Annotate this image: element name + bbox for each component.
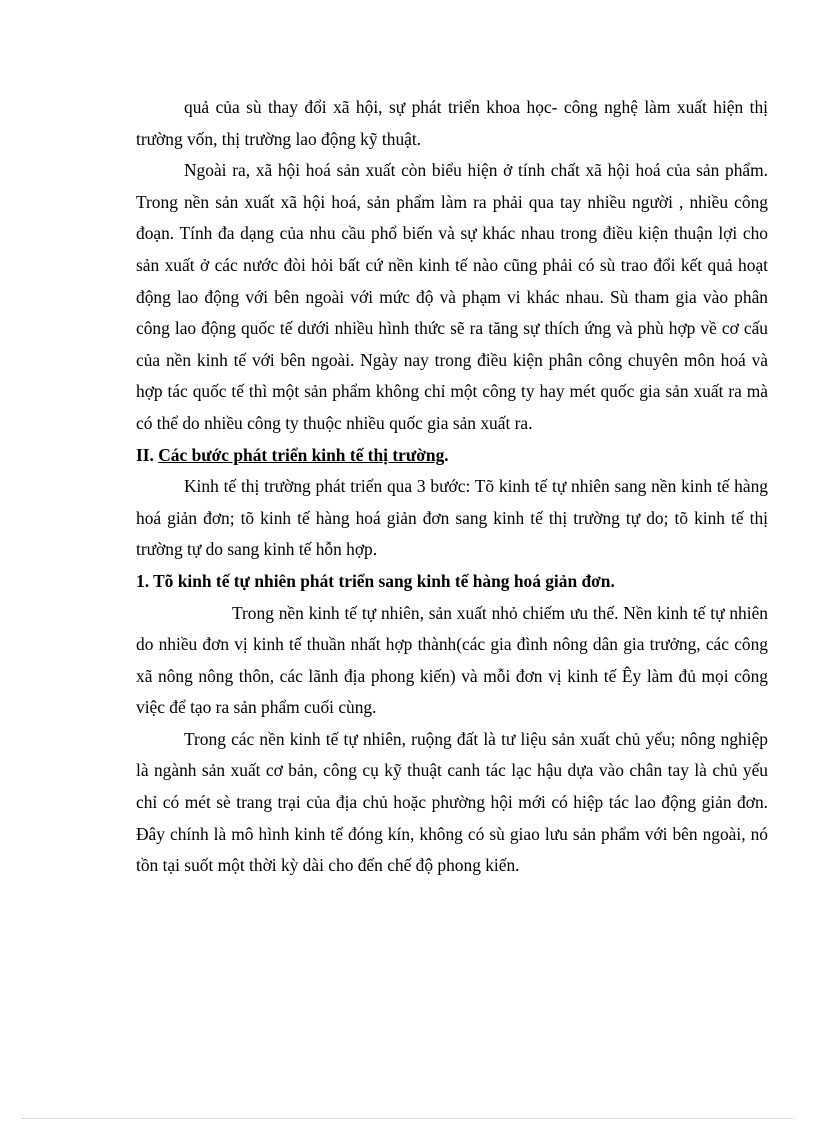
paragraph-socialization: Ngoài ra, xã hội hoá sản xuất còn biểu hiện ở tính chất xã hội hoá của sản phẩm. Trong nền sản xuất xã hội hoá, sản phẩm làm ra phải qua tay nhiều người , nhiều công đoạn. Tính đa dạng của nhu cầu phổ biến và sự khác nhau trong điều kiện thuận lợi cho sản xuất ở các nước đòi hỏi bất cứ nền kinh tế nào cũng phải có sù trao đổi kết quả hoạt động lao động với bên ngoài với mức độ và phạm vi khác nhau. Sù tham gia vào phân công lao động quốc tế dưới nhiều hình thức sẽ ra tăng sự thích ứng và phù hợp về cơ cấu của nền kinh tế với bên ngoài. Ngày nay trong điều kiện phân công chuyên môn hoá và hợp tác quốc tế thì một sản phẩm không chỉ một công ty hay mét quốc gia sản xuất ra mà có thể do nhiều công ty thuộc nhiều quốc gia sản xuất ra.	[136, 160, 768, 433]
section-title-end: .	[444, 444, 449, 465]
section-number: II.	[136, 444, 154, 465]
section-title: Các bước phát triển kinh tế thị trường	[158, 444, 445, 465]
section-heading	[136, 440, 768, 472]
section-intro: Kinh tế thị trường phát triển qua 3 bước: Tõ kinh tế tự nhiên sang nền kinh tế hàng hoá giản đơn; tõ kinh tế hàng hoá giản đơn sang kinh tế thị trường tự do; tõ kinh tế thị trường tự do sang kinh tế hỗn hợp.	[136, 476, 768, 560]
page-bottom-divider	[22, 1118, 794, 1119]
document-body	[136, 92, 768, 882]
paragraph-natural-economy: Trong nền kinh tế tự nhiên, sản xuất nhỏ chiếm ưu thế. Nền kinh tế tự nhiên do nhiều đơn vị kinh tế thuần nhất hợp thành(các gia đình nông dân gia trưởng, các công xã nông nông thôn, các lãnh địa phong kiến) và mỗi đơn vị kinh tế Êy làm đủ mọi công việc để tạo ra sản phẩm cuối cùng.	[136, 602, 768, 718]
paragraph-continued: quả của sù thay đổi xã hội, sự phát triển khoa học- công nghệ làm xuất hiện thị trường vốn, thị trường lao động kỹ thuật.	[136, 97, 768, 149]
paragraph-land-means: Trong các nền kinh tế tự nhiên, ruộng đất là tư liệu sản xuất chủ yếu; nông nghiệp là ngành sản xuất cơ bản, công cụ kỹ thuật canh tác lạc hậu dựa vào chân tay là chủ yếu chỉ có mét sè trang trại của địa chủ hoặc phường hội mới có hiệp tác lao động giản đơn. Đây chính là mô hình kinh tế đóng kín, không có sù giao lưu sản phẩm với bên ngoài, nó tồn tại suốt một thời kỳ dài cho đến chế độ phong kiến.	[136, 728, 768, 876]
subsection-heading: 1. Tõ kinh tế tự nhiên phát triển sang kinh tế hàng hoá giản đơn.	[136, 570, 615, 591]
